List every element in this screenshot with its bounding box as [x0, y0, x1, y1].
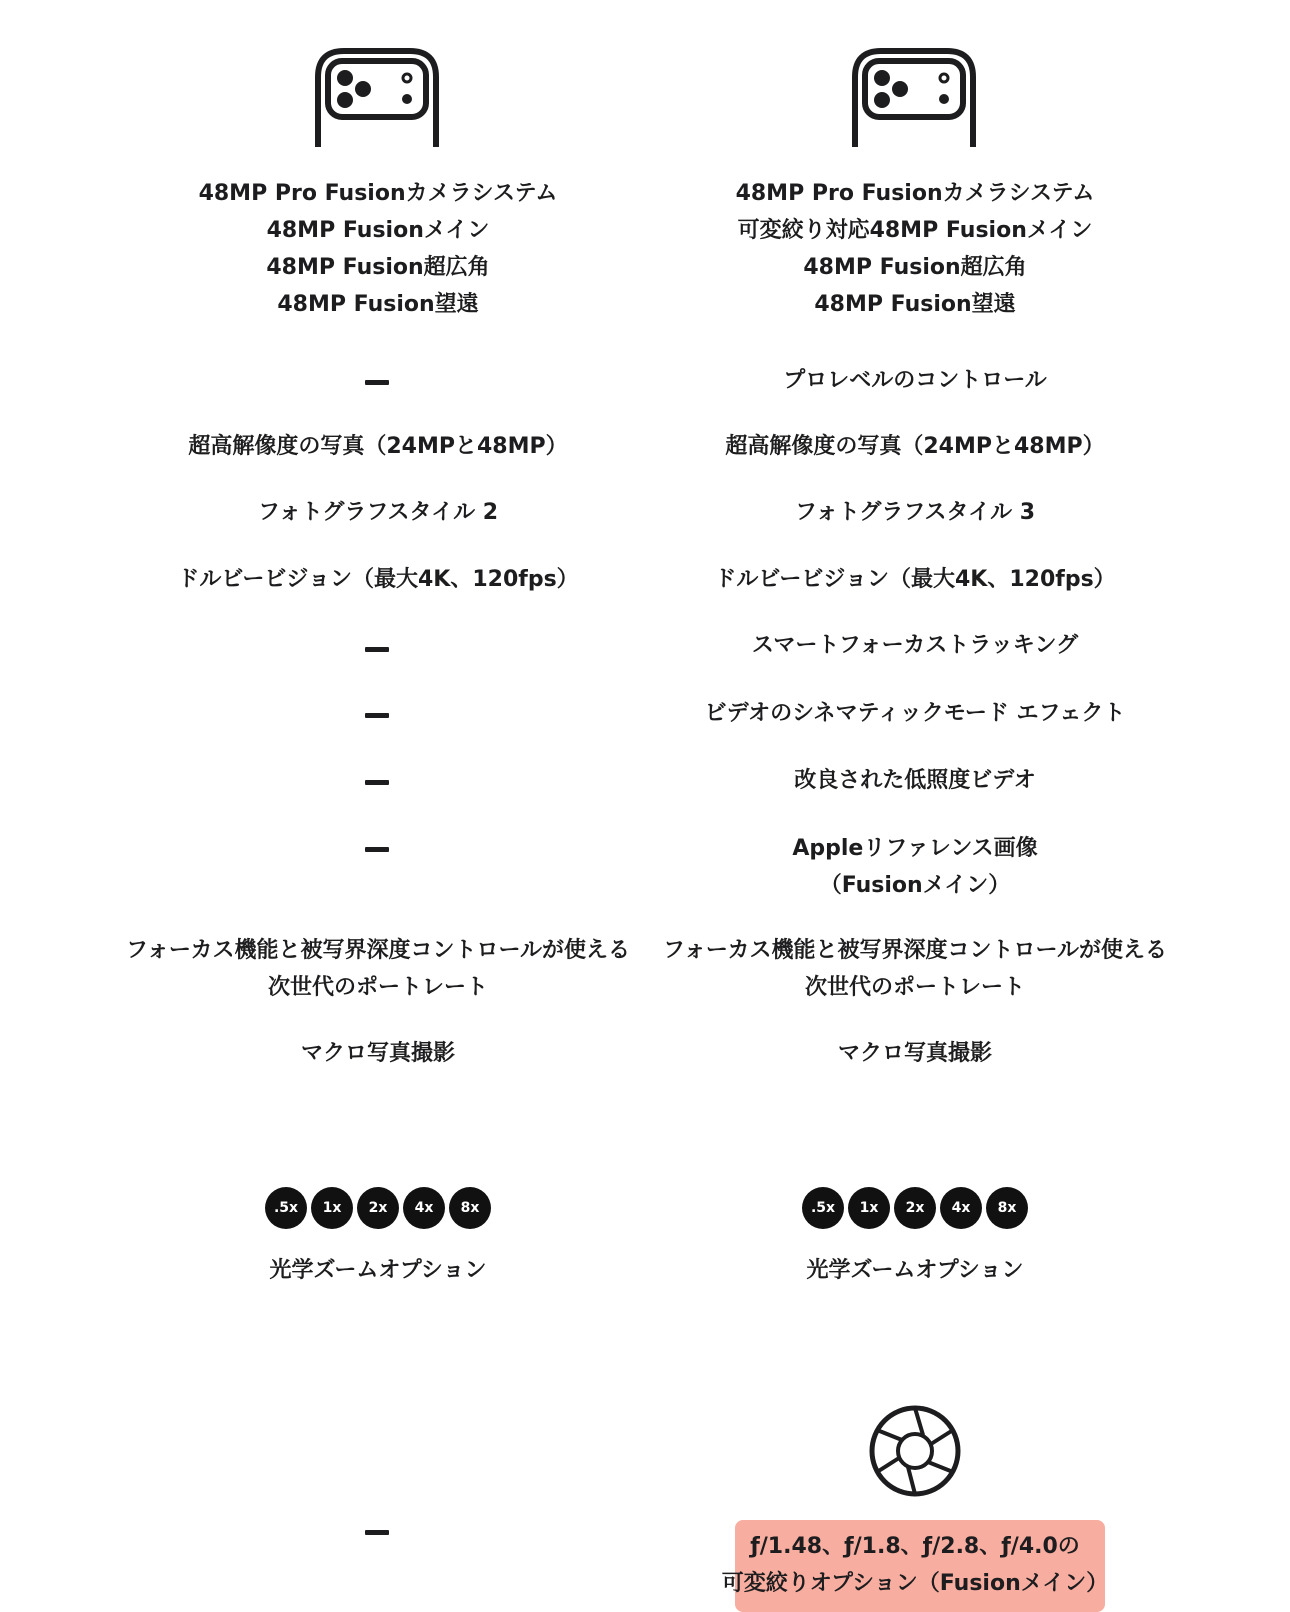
- triple-camera-icon: [314, 47, 440, 151]
- zoom-button-8x[interactable]: 8x: [986, 1187, 1028, 1229]
- zoom-options: [118, 1187, 638, 1229]
- not-available-dash: [365, 780, 389, 785]
- zoom-button-0-5x[interactable]: .5x: [802, 1187, 844, 1229]
- camera-system-line: 48MP Fusion望遠: [814, 292, 1016, 317]
- apple-reference-line: （Fusionメイン）: [819, 873, 1011, 898]
- camera-system-line: 48MP Fusion超広角: [266, 255, 490, 280]
- camera-system-line: 48MP Pro Fusionカメラシステム: [735, 181, 1095, 206]
- zoom-button-8x[interactable]: 8x: [449, 1187, 491, 1229]
- macro-text: マクロ写真撮影: [837, 1041, 992, 1066]
- left-column: [118, 0, 638, 1612]
- portrait-line: 次世代のポートレート: [267, 975, 488, 1000]
- photographic-styles-text: フォトグラフスタイル 2: [257, 500, 499, 525]
- zoom-button-4x[interactable]: 4x: [403, 1187, 445, 1229]
- portrait-line: 次世代のポートレート: [804, 975, 1025, 1000]
- photographic-styles-text: フォトグラフスタイル 3: [794, 500, 1036, 525]
- apple-reference-image-text: [655, 830, 1175, 904]
- variable-aperture-line: ƒ/1.48、ƒ/1.8、ƒ/2.8、ƒ/4.0の: [750, 1534, 1080, 1559]
- high-res-photo-text: 超高解像度の写真（24MPと48MP）: [725, 434, 1105, 459]
- dolby-vision-text: ドルビービジョン（最大4K、120fps）: [714, 567, 1116, 592]
- camera-system-line: 48MP Fusion望遠: [277, 292, 479, 317]
- cinematic-mode-text: ビデオのシネマティックモード エフェクト: [704, 701, 1126, 726]
- zoom-label: 光学ズームオプション: [269, 1258, 487, 1283]
- high-res-photo-text: 超高解像度の写真（24MPと48MP）: [188, 434, 568, 459]
- right-column: [655, 0, 1175, 1612]
- zoom-label: 光学ズームオプション: [806, 1258, 1024, 1283]
- smart-focus-tracking-text: スマートフォーカストラッキング: [751, 633, 1079, 658]
- zoom-button-4x[interactable]: 4x: [940, 1187, 982, 1229]
- camera-system-line: 48MP Pro Fusionカメラシステム: [198, 181, 558, 206]
- camera-system-text: [118, 175, 638, 323]
- portrait-line: フォーカス機能と被写界深度コントロールが使える: [125, 938, 631, 963]
- zoom-button-2x[interactable]: 2x: [894, 1187, 936, 1229]
- pro-control-text: プロレベルのコントロール: [783, 368, 1047, 393]
- zoom-button-0-5x[interactable]: .5x: [265, 1187, 307, 1229]
- camera-system-line: 48MP Fusion超広角: [803, 255, 1027, 280]
- zoom-button-1x[interactable]: 1x: [311, 1187, 353, 1229]
- portrait-line: フォーカス機能と被写界深度コントロールが使える: [662, 938, 1168, 963]
- aperture-icon: [868, 1404, 962, 1498]
- not-available-dash: [365, 1530, 389, 1535]
- zoom-button-2x[interactable]: 2x: [357, 1187, 399, 1229]
- zoom-options: [655, 1187, 1175, 1229]
- not-available-dash: [365, 713, 389, 718]
- variable-aperture-line: 可変絞りオプション（Fusionメイン）: [721, 1571, 1109, 1596]
- variable-aperture-text: [655, 1528, 1175, 1602]
- not-available-dash: [365, 647, 389, 652]
- low-light-video-text: 改良された低照度ビデオ: [794, 768, 1036, 793]
- zoom-button-1x[interactable]: 1x: [848, 1187, 890, 1229]
- triple-camera-icon: [851, 47, 977, 151]
- camera-system-line: 48MP Fusionメイン: [266, 218, 490, 243]
- portrait-text: [118, 932, 638, 1006]
- camera-system-text: [655, 175, 1175, 323]
- not-available-dash: [365, 380, 389, 385]
- camera-system-line: 可変絞り対応48MP Fusionメイン: [737, 218, 1093, 243]
- apple-reference-line: Appleリファレンス画像: [792, 836, 1038, 861]
- dolby-vision-text: ドルビービジョン（最大4K、120fps）: [177, 567, 579, 592]
- portrait-text: [655, 932, 1175, 1006]
- not-available-dash: [365, 847, 389, 852]
- macro-text: マクロ写真撮影: [300, 1041, 455, 1066]
